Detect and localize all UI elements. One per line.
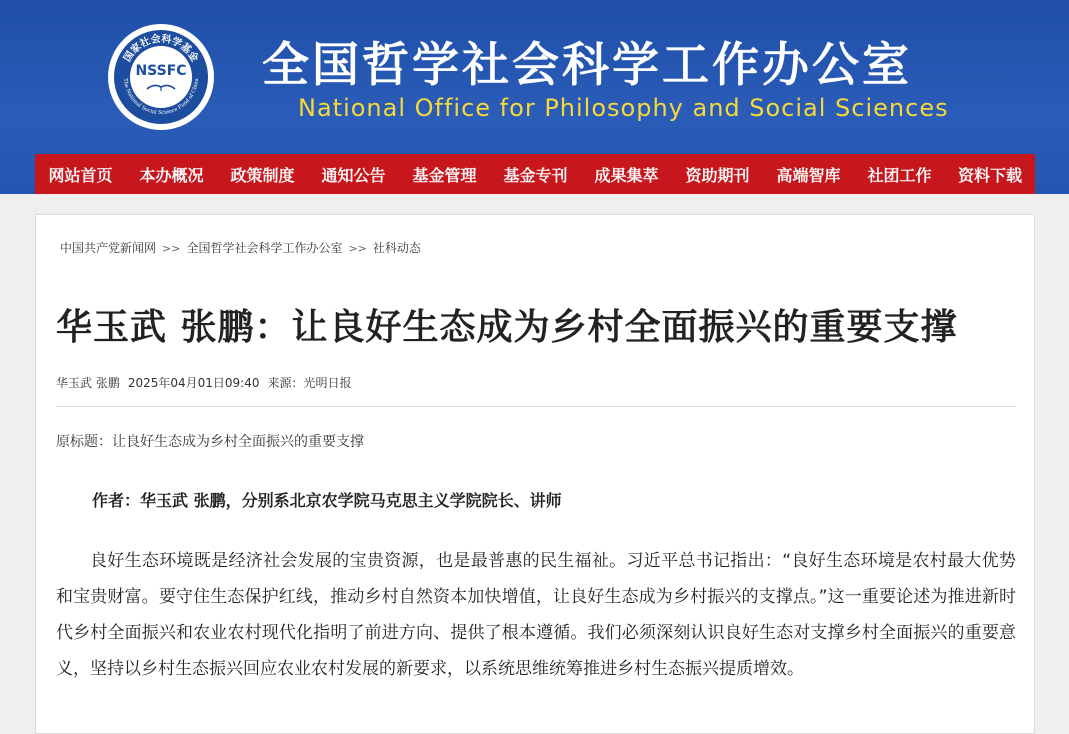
article-meta [56, 374, 360, 391]
nav-item-fund-journal[interactable]: 基金专刊 [503, 165, 568, 185]
nav-item-home[interactable]: 网站首页 [48, 165, 113, 185]
author-line: 作者：华玉武 张鹏，分别系北京农学院马克思主义学院院长、讲师 [92, 491, 562, 510]
nav-item-notice[interactable]: 通知公告 [321, 165, 386, 185]
nav-item-about[interactable]: 本办概况 [139, 165, 204, 185]
nav-item-achievements[interactable]: 成果集萃 [594, 165, 659, 185]
breadcrumb-item-news[interactable]: 社科动态 [372, 241, 421, 255]
breadcrumb-separator: >> [162, 242, 181, 255]
site-header [0, 0, 1069, 194]
nav-item-fund-management[interactable]: 基金管理 [412, 165, 477, 185]
article-date: 2025年04月01日09:40 [127, 376, 260, 390]
breadcrumb-item-people-cpc[interactable]: 中国共产党新闻网 [60, 241, 157, 255]
logo-ring-text [114, 30, 208, 124]
nav-item-funded-journals[interactable]: 资助期刊 [685, 165, 750, 185]
nav-item-policy[interactable]: 政策制度 [230, 165, 295, 185]
nav-item-associations[interactable]: 社团工作 [867, 165, 932, 185]
nav-item-think-tanks[interactable]: 高端智库 [776, 165, 841, 185]
article-title: 华玉武 张鹏：让良好生态成为乡村全面振兴的重要支撑 [56, 307, 958, 348]
article-author: 华玉武 张鹏 [56, 376, 120, 390]
svg-text:The National Social Science Fu: The National Social Science Fund of China [121, 78, 200, 117]
site-title-cn: 全国哲学社会科学工作办公室 [262, 38, 912, 93]
breadcrumb-separator: >> [348, 242, 367, 255]
meta-divider [56, 406, 1016, 407]
breadcrumb-item-nopss[interactable]: 全国哲学社会科学工作办公室 [186, 241, 343, 255]
nssfc-logo[interactable] [108, 24, 214, 130]
original-title: 原标题：让良好生态成为乡村全面振兴的重要支撑 [56, 434, 364, 450]
nav-item-downloads[interactable]: 资料下载 [957, 165, 1022, 185]
article-source[interactable]: 来源：光明日报 [267, 376, 352, 390]
logo-ring [114, 30, 208, 124]
breadcrumb [60, 239, 421, 256]
logo-abbr: NSSFC [135, 63, 187, 79]
svg-text:国家社会科学基金: 国家社会科学基金 [122, 33, 200, 64]
main-nav [35, 154, 1035, 194]
article-card [35, 214, 1035, 734]
site-title-en: National Office for Philosophy and Social Sciences [298, 94, 949, 122]
article-paragraph: 良好生态环境既是经济社会发展的宝贵资源，也是最普惠的民生福祉。习近平总书记指出：“良好生态环境是农村最大优势和宝贵财富。要守住生态保护红线，推动乡村自然资本加快增值，让良好生态成为乡村振兴的支撑点。”这一重要论述为推进新时代乡村全面振兴和农业农村现代化指明了前进方向、提供了根本遵循。我们必须深刻认识良好生态对支撑乡村全面振兴的重要意义，坚持以乡村生态振兴回应农业农村发展的新要求，以系统思维统筹推进乡村生态振兴提质增效。 [56, 551, 1016, 679]
